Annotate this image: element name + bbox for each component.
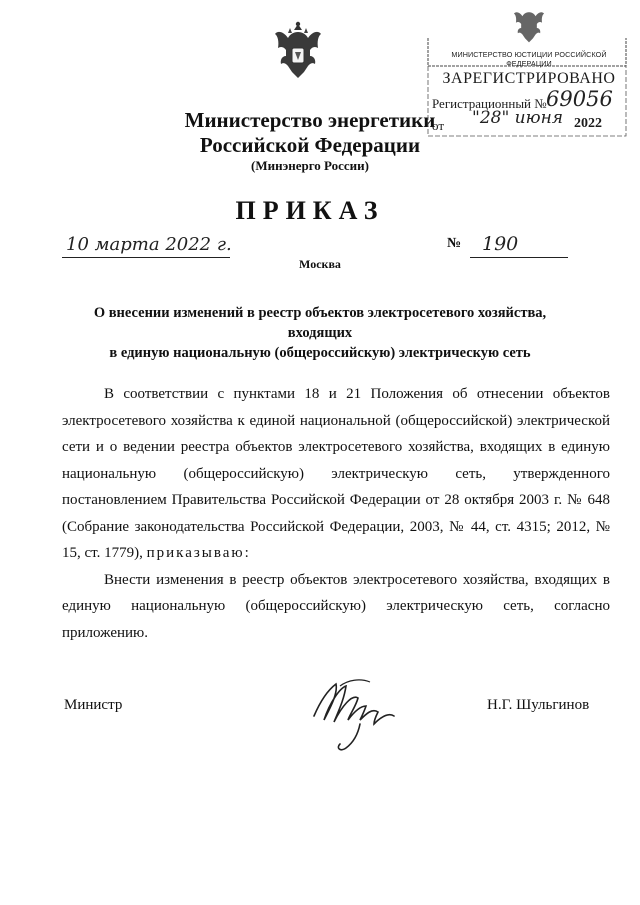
order-word: приказываю: (146, 545, 251, 561)
stamp-year: 2022 (574, 116, 602, 131)
order-body (62, 381, 610, 646)
document-type: ПРИКАЗ (235, 196, 385, 225)
ministry-title (150, 108, 470, 158)
subject-line1: О внесении изменений в реестр объектов электросетевого хозяйства, входящих (93, 305, 547, 341)
stamp-emblem-icon (512, 4, 546, 48)
body-paragraph-1 (62, 381, 610, 567)
body-paragraph-2: Внести изменения в реестр объектов электросетевого хозяйства, входящих в единую национальную (общероссийскую) электрическую сеть, согласно приложению. (62, 571, 610, 641)
order-date-field (62, 233, 230, 258)
stamp-date-handwritten: "28" июня (472, 108, 564, 128)
order-date-handwritten: 10 марта 2022 г. (66, 234, 232, 255)
registration-stamp (426, 38, 632, 142)
stamp-status: ЗАРЕГИСТРИРОВАНО (442, 70, 616, 87)
stamp-registration-label: Регистрационный № (432, 96, 547, 111)
stamp-registration-number: 69056 (546, 87, 613, 111)
order-number-label: № (447, 236, 462, 251)
ministry-name-line2: Российской Федерации (199, 133, 421, 157)
order-number-handwritten: 190 (482, 233, 519, 255)
order-subject (62, 303, 578, 363)
handwritten-signature (300, 672, 410, 754)
order-number-field (470, 233, 568, 258)
stamp-date-prefix: от (432, 118, 445, 133)
subject-line2: в единую национальную (общероссийскую) электрическую сеть (109, 345, 531, 361)
russian-coat-of-arms-icon (272, 20, 324, 86)
ministry-name-line1: Министерство энергетики (184, 108, 436, 132)
signer-name: Н.Г. Шульгинов (487, 697, 590, 713)
signer-position: Министр (64, 697, 123, 713)
city: Москва (299, 257, 341, 271)
stamp-organization: МИНИСТЕРСТВО ЮСТИЦИИ РОССИЙСКОЙ ФЕДЕРАЦИИ (451, 50, 607, 68)
ministry-short-name: (Минэнерго России) (251, 158, 369, 173)
body-paragraph-1-text: В соответствии с пунктами 18 и 21 Положения об отнесении объектов электросетевого хозяйства к единой национальной (общероссийской) электрической сети и о ведении реестра объектов электросетевого хозяйства, входящих в единую национальную (общероссийскую) электрическую сеть, утвержденного постановлением Правительства Российской Федерации от 28 октября 2003 г. № 648 (Собрание законодательства Российской Федерации, 2003, № 44, ст. 4315; 2012, № 15, ст. 1779), (62, 386, 610, 561)
